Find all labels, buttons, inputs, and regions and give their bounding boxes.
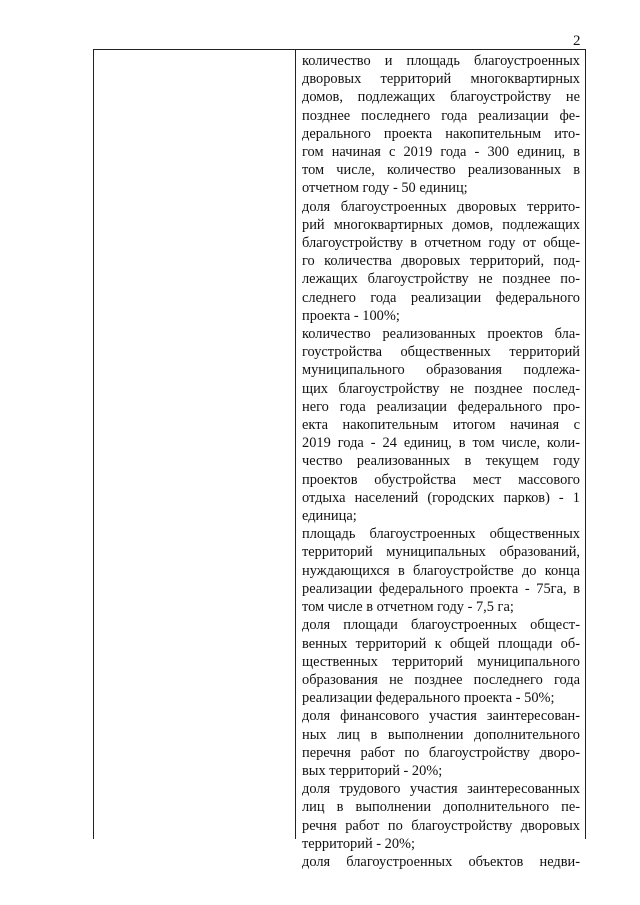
text-line: отдыха населений (городских парков) - 1 [302,489,580,506]
text-line: муниципального образования подлежа- [302,362,580,379]
text-line: благоустройству в отчетном году от обще- [302,235,580,252]
text-line: территорий - 20%; [302,835,416,852]
text-line: доля площади благоустроенных общест- [302,617,580,634]
text-line: дворовых территорий многоквартирных [302,71,580,88]
text-line: домов, подлежащих благоустройству не [302,89,580,106]
text-line: проектов обустройства мест массового [302,471,580,488]
text-line: го количества дворовых территорий, под- [302,253,580,270]
text-line: гом начиная с 2019 года - 300 единиц, в [302,144,580,161]
text-line: чество реализованных в текущем году [302,453,580,470]
table-right-column [297,50,585,870]
text-line: екта накопительным итогом начиная с [302,417,580,434]
text-paragraph [302,780,580,853]
table-left-column [94,50,296,839]
text-line: доля финансового участия заинтересован- [302,708,580,725]
text-line: дерального проекта накопительным ито- [302,125,580,142]
text-line: отчетном году - 50 единиц; [302,180,468,197]
text-line: реализации федерального проекта - 50%; [302,690,555,707]
text-line: венных территорий к общей площади об- [302,635,580,652]
text-line: количество реализованных проектов бла- [302,326,580,343]
text-line: образования не позднее последнего года [302,671,580,688]
text-paragraph [302,707,580,780]
text-line: рий многоквартирных домов, подлежащих [302,216,580,233]
text-line: него года реализации федерального про- [302,398,580,415]
text-line: гоустройства общественных территорий [302,344,580,361]
text-paragraph [302,853,580,871]
text-line: проекта - 100%; [302,307,400,324]
text-line: доля трудового участия заинтересованных [302,781,580,798]
text-line: вых территорий - 20%; [302,762,443,779]
text-paragraph [302,525,580,616]
text-line: щественных территорий муниципального [302,653,580,670]
text-line: территорий муниципальных образований, [302,544,580,561]
text-paragraph [302,198,580,325]
text-line: площадь благоустроенных общественных [302,526,580,543]
text-paragraph [302,616,580,707]
text-line: перечня работ по благоустройству дворо- [302,744,580,761]
page-number: 2 [573,33,581,49]
text-line: ных лиц в выполнении дополнительного [302,726,580,743]
document-table [93,49,586,870]
text-line: позднее последнего года реализации фе- [302,107,580,124]
text-line: том числе, количество реализованных в [302,162,580,179]
text-line: количество и площадь благоустроенных [302,53,580,69]
text-line: 2019 года - 24 единиц, в том числе, коли- [302,435,580,452]
text-line: речня работ по благоустройству дворовых [302,817,580,834]
text-line: единица; [302,508,357,525]
text-line: следнего года реализации федерального [302,289,580,306]
text-line: реализации федерального проекта - 75га, в [302,580,580,597]
text-paragraph [302,325,580,525]
text-line: лиц в выполнении дополнительного пе- [302,799,580,816]
text-line: доля благоустроенных объектов недви- [302,853,580,870]
text-line: доля благоустроенных дворовых террито- [302,198,580,215]
text-line: лежащих благоустройству не позднее по- [302,271,580,288]
text-line: нуждающихся в благоустройстве до конца [302,562,580,579]
text-line: щих благоустройству не позднее послед- [302,380,580,397]
text-paragraph [302,52,580,198]
text-line: том числе в отчетном году - 7,5 га; [302,599,514,616]
